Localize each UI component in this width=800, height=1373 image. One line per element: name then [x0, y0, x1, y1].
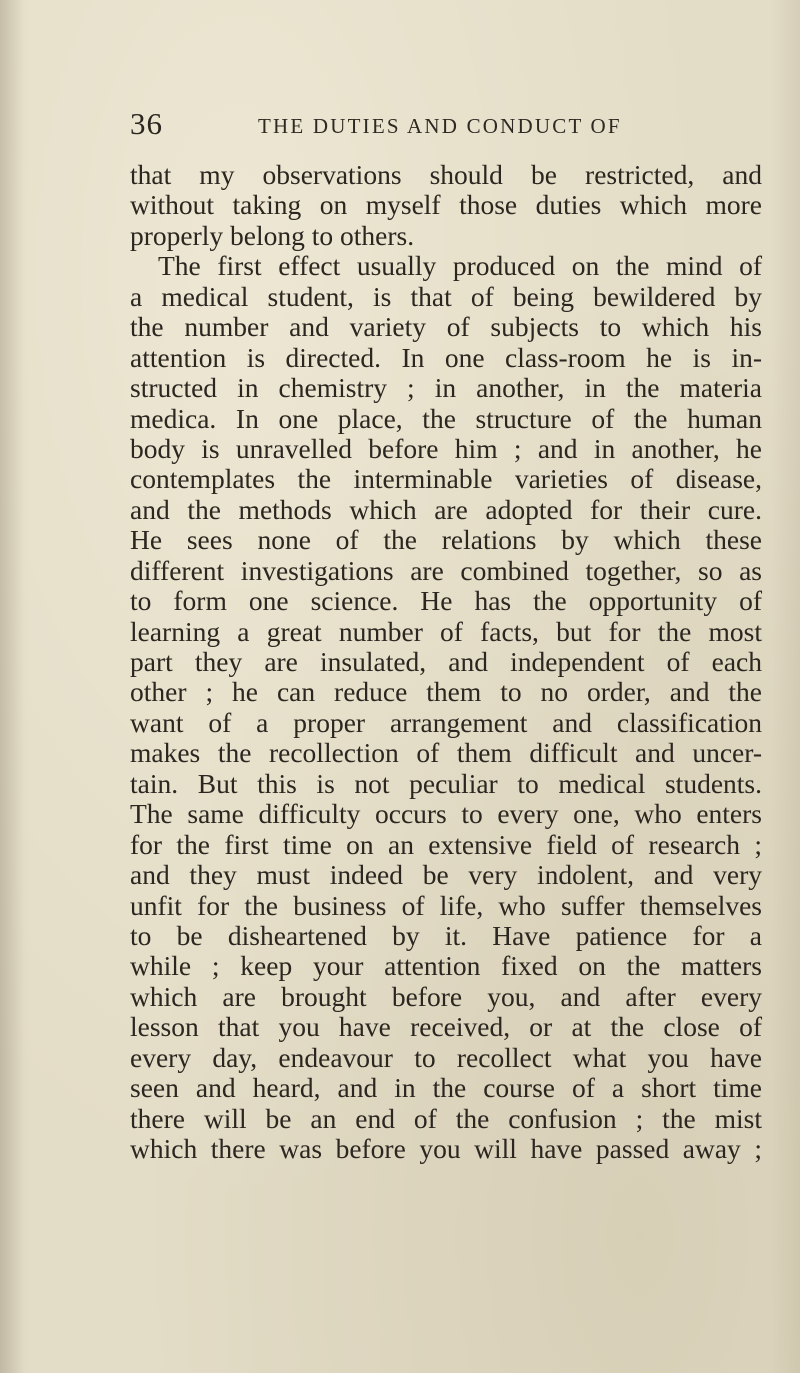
text-line: body is unravelled before him ; and in another, he: [130, 432, 762, 464]
text-line: medica. In one place, the structure of the human: [130, 402, 762, 434]
text-line: seen and heard, and in the course of a short time: [130, 1072, 762, 1104]
text-line: contemplates the interminable varieties of disease,: [130, 463, 762, 495]
text-line: there will be an end of the confusion ; the mist: [130, 1102, 762, 1134]
text-line: makes the recollection of them difficult and uncer-: [130, 737, 762, 769]
text-line: which there was before you will have passed away ;: [130, 1133, 762, 1164]
text-line: and the methods which are adopted for their cure.: [130, 493, 762, 525]
text-line: and they must indeed be very indolent, and very: [130, 859, 762, 891]
text-line: other ; he can reduce them to no order, and the: [130, 676, 762, 708]
page-number: 36: [130, 106, 163, 141]
text-line: a medical student, is that of being bewildered by: [130, 280, 762, 312]
text-line: tain. But this is not peculiar to medical students.: [130, 767, 762, 799]
text-line: The same difficulty occurs to every one, who enters: [130, 798, 762, 830]
text-line: which are brought before you, and after every: [130, 980, 762, 1012]
text-line: He sees none of the relations by which these: [130, 524, 762, 556]
text-line: to form one science. He has the opportunity of: [130, 585, 762, 617]
text-line: want of a proper arrangement and classification: [130, 706, 762, 738]
text-line: while ; keep your attention fixed on the matters: [130, 950, 762, 982]
text-line: The first effect usually produced on the mind of: [158, 250, 762, 282]
text-line: lesson that you have received, or at the close of: [130, 1011, 762, 1043]
text-line: attention is directed. In one class-room he is in-: [130, 341, 762, 373]
text-line: part they are insulated, and independent of each: [130, 646, 762, 677]
running-title: THE DUTIES AND CONDUCT OF: [258, 114, 622, 138]
text-line: to be disheartened by it. Have patience for a: [130, 919, 762, 951]
text-line: unfit for the business of life, who suffer themselves: [130, 889, 762, 921]
text-line: structed in chemistry ; in another, in the materia: [130, 372, 762, 404]
text-line: without taking on myself those duties which more: [130, 189, 762, 221]
text-line: the number and variety of subjects to which his: [130, 311, 762, 343]
text-line: that my observations should be restricted, and: [130, 159, 762, 190]
gutter-shadow: [0, 0, 24, 1373]
text-line: properly belong to others.: [130, 219, 415, 251]
text-line: for the first time on an extensive field of research ;: [130, 828, 762, 860]
text-line: learning a great number of facts, but for the most: [130, 615, 762, 647]
text-line: every day, endeavour to recollect what you have: [130, 1041, 762, 1073]
running-head: [130, 106, 760, 146]
text-line: different investigations are combined together, so as: [130, 554, 762, 586]
body-text: [130, 160, 762, 1164]
